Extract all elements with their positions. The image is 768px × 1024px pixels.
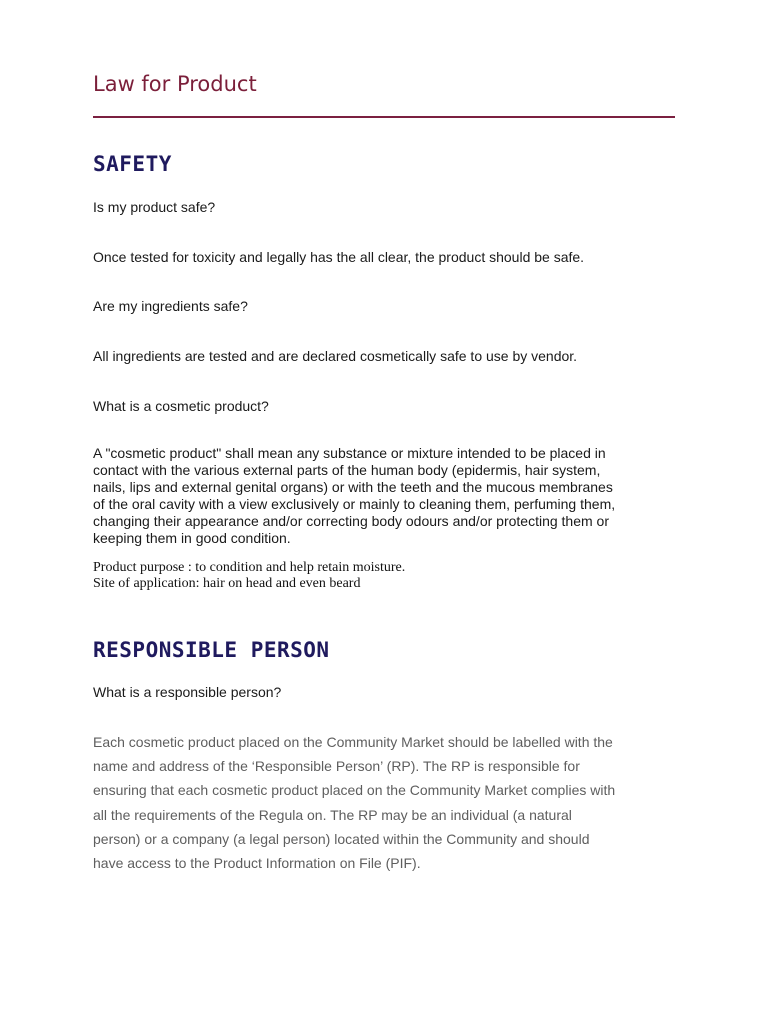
title-divider <box>93 116 675 118</box>
responsible-question-1: What is a responsible person? <box>93 684 282 700</box>
safety-question-3: What is a cosmetic product? <box>93 398 269 414</box>
responsible-paragraph-line: name and address of the ‘Responsible Person’ (RP). The RP is responsible for <box>93 758 580 775</box>
cosmetic-definition-line: keeping them in good condition. <box>93 530 291 546</box>
safety-heading: SAFETY <box>93 152 172 176</box>
responsible-person-paragraph <box>93 730 678 875</box>
responsible-paragraph-line: all the requirements of the Regula on. The RP may be an individual (a natural <box>93 806 572 823</box>
safety-answer-2: All ingredients are tested and are declared cosmetically safe to use by vendor. <box>93 348 578 364</box>
cosmetic-definition-paragraph <box>93 445 675 547</box>
cosmetic-definition-line: nails, lips and external genital organs) or with the teeth and the mucous membranes <box>93 479 613 495</box>
safety-question-1: Is my product safe? <box>93 199 216 215</box>
cosmetic-definition-line: A "cosmetic product" shall mean any substance or mixture intended to be placed in <box>93 445 606 461</box>
responsible-person-heading: RESPONSIBLE PERSON <box>93 638 330 662</box>
responsible-paragraph-line: have access to the Product Information on File (PIF). <box>93 855 421 872</box>
cosmetic-definition-line: contact with the various external parts of the human body (epidermis, hair system, <box>93 462 601 478</box>
responsible-paragraph-line: person) or a company (a legal person) located within the Community and should <box>93 830 590 847</box>
document-title: Law for Product <box>93 72 257 96</box>
product-purpose: Product purpose : to condition and help retain moisture. <box>93 560 406 575</box>
cosmetic-definition-line: of the oral cavity with a view exclusively or mainly to cleaning them, perfuming them, <box>93 496 616 512</box>
safety-answer-1: Once tested for toxicity and legally has the all clear, the product should be safe. <box>93 249 585 265</box>
cosmetic-definition-line: changing their appearance and/or correcting body odours and/or protecting them or <box>93 513 609 529</box>
responsible-paragraph-line: Each cosmetic product placed on the Community Market should be labelled with the <box>93 734 613 750</box>
site-of-application: Site of application: hair on head and even beard <box>93 576 361 591</box>
safety-question-2: Are my ingredients safe? <box>93 298 248 314</box>
responsible-paragraph-line: ensuring that each cosmetic product placed on the Community Market complies with <box>93 782 616 799</box>
